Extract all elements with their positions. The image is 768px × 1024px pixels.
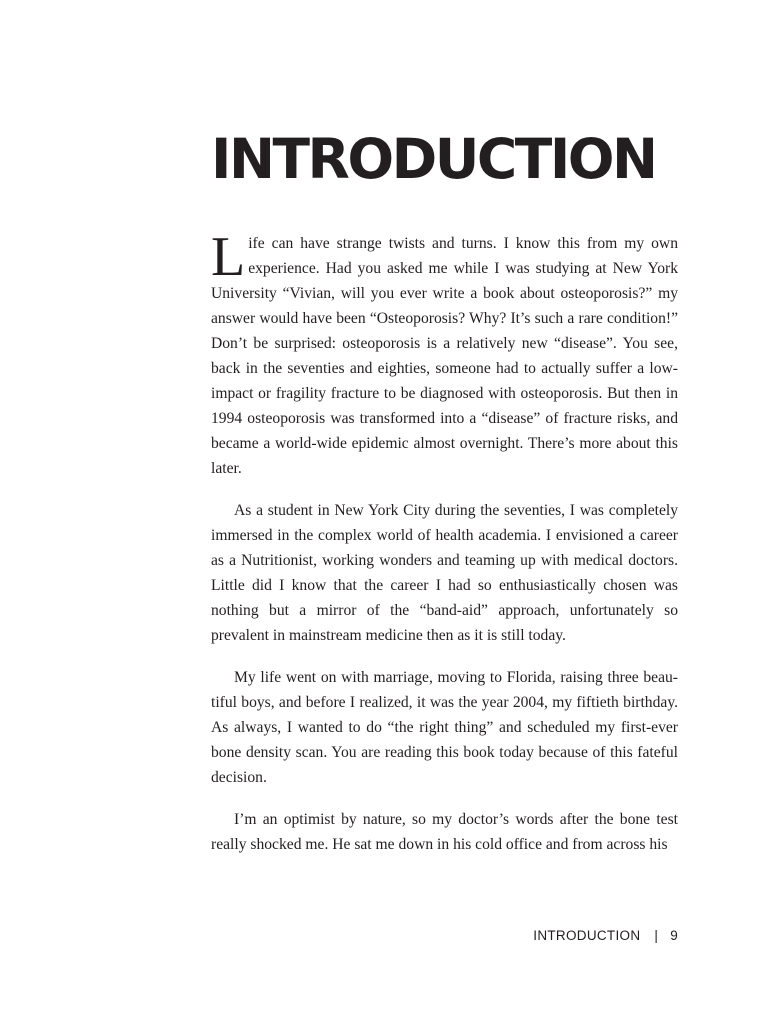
paragraph-3: My life went on with marriage, moving to Florida, raising three beautiful boys, and before I realized, it was the year 2004, my fiftieth birthday. As always, I wanted to do “the right thing” and scheduled my first-ever bone density scan. You are reading this book today because of this fateful decision. bbox=[211, 669, 678, 786]
page-footer bbox=[533, 926, 678, 946]
body-text bbox=[211, 226, 678, 874]
footer-separator: | bbox=[654, 928, 659, 943]
footer-section-title: INTRODUCTION bbox=[533, 928, 641, 943]
paragraph-2: As a student in New York City during the seventies, I was completely immersed in the complex world of health academia. I envisioned a career as a Nutritionist, working wonders and teaming up with medical doctors. Little did I know that the career I had so enthusiastically chosen was nothing but a mirror of the “band-aid” approach, unfortunately so prevalent in mainstream medicine then as it is still today. bbox=[211, 502, 678, 644]
drop-cap: L bbox=[211, 226, 246, 288]
page-number: 9 bbox=[670, 928, 678, 943]
paragraph-1 bbox=[211, 226, 678, 481]
page-title: INTRODUCTION bbox=[211, 127, 656, 191]
paragraph-4: I’m an optimist by nature, so my doctor’s words after the bone test really shocked me. He sat me down in his cold office and from across his bbox=[211, 811, 678, 853]
paragraph-1-text: ife can have strange twists and turns. I know this from my own experience. Had you asked me while I was studying at New York University “Vivian, will you ever write a book about osteoporosis?” my answer would have been “Osteoporosis? Why? It’s such a rare condition!” Don’t be surprised: osteoporosis is a relatively new “disease”. You see, back in the seventies and eighties, someone had to actually suffer a low-impact or fragility fracture to be diagnosed with osteoporosis. But then in 1994 osteoporosis was transformed into a “disease” of fracture risks, and became a world-wide epidemic almost overnight. There’s more about this later. bbox=[211, 235, 678, 477]
